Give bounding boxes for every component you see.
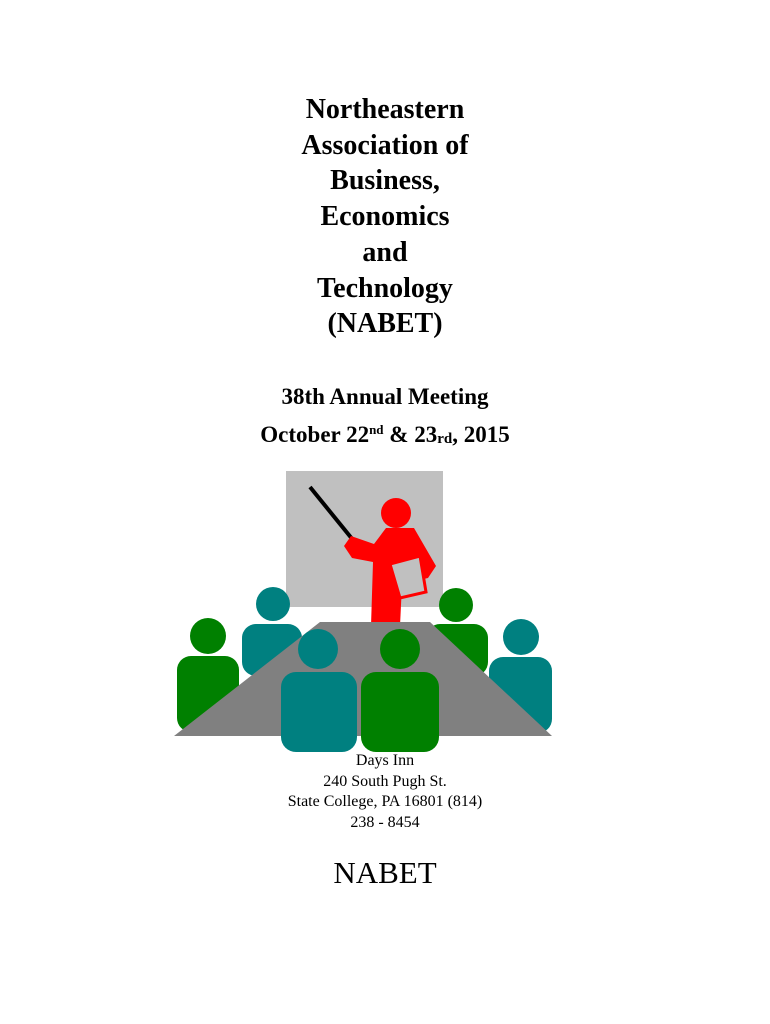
title-line: and xyxy=(362,236,408,268)
address-line: State College, PA 16801 (814) xyxy=(287,793,483,810)
meeting-heading: 38th Annual Meeting xyxy=(281,384,489,409)
date-suffix-nd: nd xyxy=(369,422,384,437)
title-line: (NABET) xyxy=(327,308,443,340)
title-line: Business, xyxy=(330,165,440,197)
meeting-dates xyxy=(0,415,770,454)
date-suffix-rd: rd xyxy=(437,431,453,447)
organization-title xyxy=(0,92,770,342)
address-line: 238 - 8454 xyxy=(350,813,420,831)
title-line: Northeastern xyxy=(305,94,465,125)
title-line: Association of xyxy=(301,129,469,161)
date-end: , 2015 xyxy=(452,422,510,447)
date-middle: & 23 xyxy=(383,422,438,447)
address-line: 240 South Pugh St. xyxy=(323,772,447,790)
address-line: Days Inn xyxy=(355,752,415,769)
title-line: Economics xyxy=(320,201,450,233)
date-prefix: October 22 xyxy=(260,422,370,447)
footer-acronym: NABET xyxy=(333,855,437,890)
venue-address xyxy=(0,751,770,833)
title-line: Technology xyxy=(317,272,453,304)
presentation-meeting-icon xyxy=(168,466,558,752)
